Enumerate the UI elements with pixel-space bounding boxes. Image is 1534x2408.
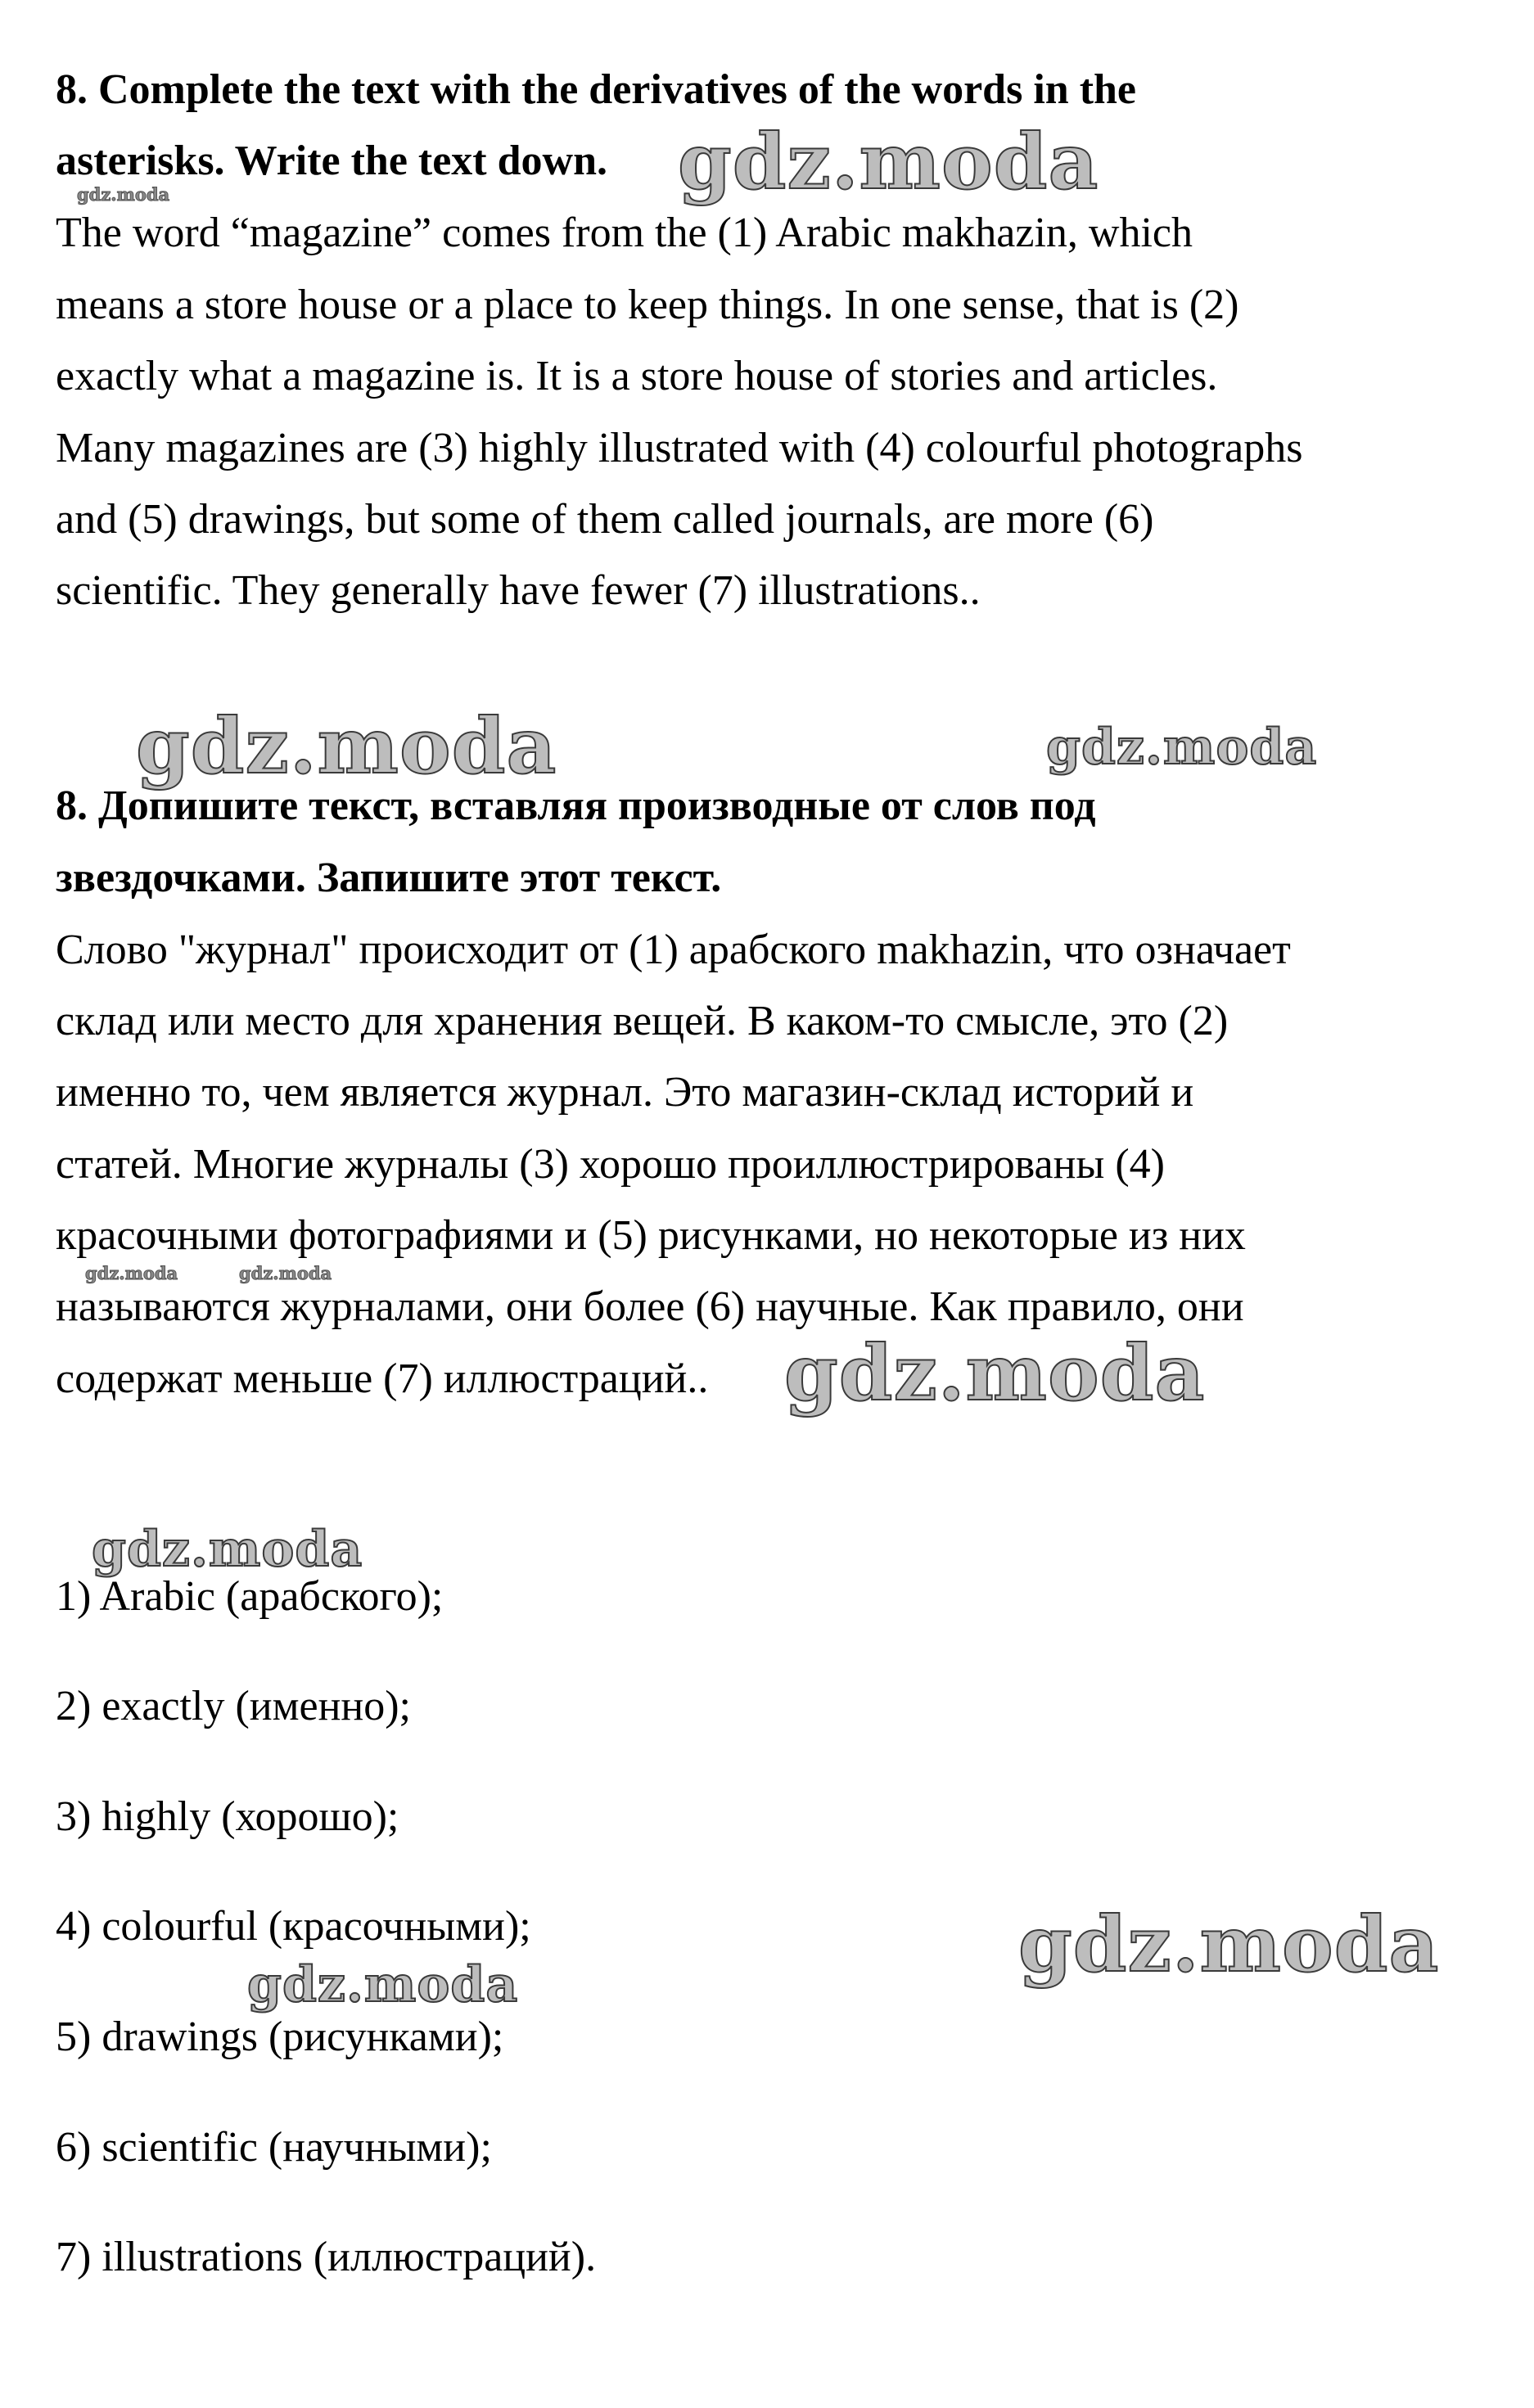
answer-1: 1) Arabic (арабского);: [56, 1573, 444, 1620]
english-body-line-3: exactly what a magazine is. It is a store house of stories and articles.: [56, 353, 1218, 399]
english-body-line-2: means a store house or a place to keep things. In one sense, that is (2): [56, 282, 1239, 328]
watermark: gdz.moda: [1046, 719, 1318, 776]
english-body-line-1: The word “magazine” comes from the (1) Arabic makhazin, which: [56, 210, 1193, 256]
watermark: gdz.moda: [77, 184, 170, 205]
russian-body-line-6: называются журналами, они более (6) научные. Как правило, они: [56, 1283, 1244, 1330]
russian-body-line-2: склад или место для хранения вещей. В каком-то смысле, это (2): [56, 998, 1229, 1044]
watermark: gdz.moda: [1018, 1900, 1440, 1990]
answer-5: 5) drawings (рисунками);: [56, 2013, 504, 2060]
english-body-line-4: Many magazines are (3) highly illustrated with (4) colourful photographs: [56, 425, 1303, 471]
english-body-line-6: scientific. They generally have fewer (7) illustrations..: [56, 567, 981, 614]
answer-2: 2) exactly (именно);: [56, 1683, 412, 1729]
watermark: gdz.moda: [247, 1956, 519, 2013]
watermark: gdz.moda: [784, 1328, 1206, 1418]
russian-body-line-1: Слово "журнал" происходит от (1) арабского makhazin, что означает: [56, 927, 1291, 973]
watermark: gdz.moda: [239, 1263, 332, 1283]
watermark: gdz.moda: [85, 1263, 178, 1283]
watermark: gdz.moda: [92, 1521, 363, 1578]
russian-body-line-3: именно то, чем является журнал. Это магазин-склад историй и: [56, 1069, 1194, 1116]
russian-body-line-4: статей. Многие журналы (3) хорошо проиллюстрированы (4): [56, 1141, 1165, 1188]
answer-4: 4) colourful (красочными);: [56, 1903, 531, 1950]
russian-heading-line-1: 8. Допишите текст, вставляя производные от слов под: [56, 782, 1096, 829]
english-heading-line-1: 8. Complete the text with the derivatives of the words in the: [56, 66, 1137, 113]
watermark: gdz.moda: [136, 701, 557, 791]
russian-body-line-7: содержат меньше (7) иллюстраций..: [56, 1355, 709, 1402]
russian-heading-line-2: звездочками. Запишите этот текст.: [56, 855, 722, 901]
russian-body-line-5: красочными фотографиями и (5) рисунками, но некоторые из них: [56, 1212, 1246, 1259]
english-heading-line-2: asterisks. Write the text down.: [56, 138, 608, 184]
english-body-line-5: and (5) drawings, but some of them called journals, are more (6): [56, 496, 1154, 543]
answer-6: 6) scientific (научными);: [56, 2124, 492, 2171]
watermark: gdz.moda: [678, 117, 1099, 207]
answer-3: 3) highly (хорошо);: [56, 1793, 399, 1840]
answer-7: 7) illustrations (иллюстраций).: [56, 2234, 597, 2280]
